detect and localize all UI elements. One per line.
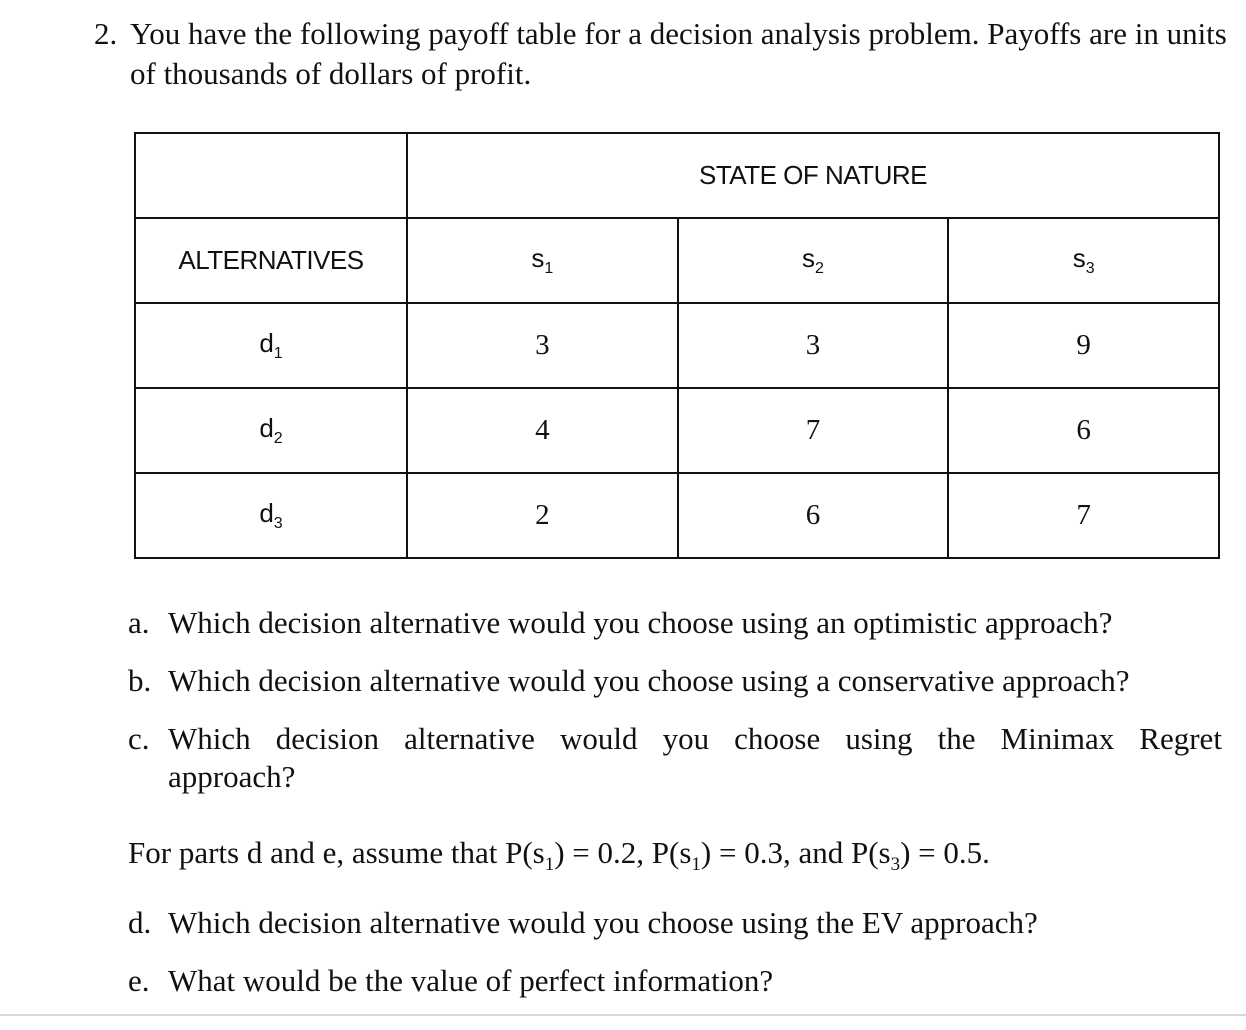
part-c-word: Regret xyxy=(1139,721,1222,756)
part-c-word: would xyxy=(560,721,638,756)
part-c-word: using xyxy=(845,721,913,756)
part-e-letter: e. xyxy=(128,963,150,999)
part-b-text: Which decision alternative would you choose using a conservative approach? xyxy=(168,663,1130,698)
part-b xyxy=(128,662,1222,700)
payoff-table xyxy=(134,132,1220,559)
question-heading xyxy=(94,14,1229,94)
payoff-cell: 7 xyxy=(678,388,949,473)
part-a xyxy=(128,604,1222,642)
part-d xyxy=(128,904,1222,942)
part-c-word: the xyxy=(937,721,976,756)
part-d-text: Which decision alternative would you choose using the EV approach? xyxy=(168,905,1038,941)
part-e-text: What would be the value of perfect information? xyxy=(168,963,774,999)
part-c-line2: approach? xyxy=(168,759,296,794)
payoff-cell: 9 xyxy=(948,303,1219,388)
payoff-cell: 2 xyxy=(407,473,678,558)
part-c-letter: c. xyxy=(128,721,150,756)
table-header-row xyxy=(135,133,1219,218)
state-s3-header: $s_3$ xyxy=(948,218,1219,303)
part-a-letter: a. xyxy=(128,605,150,640)
part-c xyxy=(128,720,1222,796)
empty-corner-cell xyxy=(135,133,407,218)
part-e xyxy=(128,962,1222,1000)
state-s2-header: $s_2$ xyxy=(678,218,949,303)
alternative-d3: $d_3$ xyxy=(135,473,407,558)
payoff-cell: 4 xyxy=(407,388,678,473)
part-c-word: Minimax xyxy=(1000,721,1115,756)
part-d-letter: d. xyxy=(128,905,152,941)
payoff-cell: 3 xyxy=(407,303,678,388)
table-row xyxy=(135,303,1219,388)
part-c-word: alternative xyxy=(404,721,535,756)
bottom-divider xyxy=(0,1014,1246,1016)
part-a-text: Which decision alternative would you choose using an optimistic approach? xyxy=(168,605,1113,640)
table-states-row xyxy=(135,218,1219,303)
payoff-cell: 6 xyxy=(948,388,1219,473)
alternative-d1: $d_1$ xyxy=(135,303,407,388)
alternatives-header: ALTERNATIVES xyxy=(135,218,407,303)
state-of-nature-header: STATE OF NATURE xyxy=(407,133,1219,218)
part-c-word: you xyxy=(662,721,710,756)
question-parts xyxy=(128,604,1222,1020)
question-number: 2. xyxy=(94,16,118,51)
part-c-line1 xyxy=(168,720,1222,758)
table-row xyxy=(135,473,1219,558)
state-s1-header: $s_1$ xyxy=(407,218,678,303)
part-c-word: choose xyxy=(734,721,821,756)
question-text: You have the following payoff table for a decision analysis problem. Payoffs are in units of thousands of dollars of profit. xyxy=(130,16,1227,91)
part-b-letter: b. xyxy=(128,663,152,698)
table-row xyxy=(135,388,1219,473)
probability-assumption: For parts d and e, assume that $P(s_1) = 0.2$, $P(s_1) = 0.3$, and $P(s_3) = 0.5$. xyxy=(128,835,990,876)
payoff-cell: 7 xyxy=(948,473,1219,558)
part-c-word: decision xyxy=(275,721,380,756)
payoff-cell: 3 xyxy=(678,303,949,388)
alternative-d2: $d_2$ xyxy=(135,388,407,473)
payoff-cell: 6 xyxy=(678,473,949,558)
part-c-word: Which xyxy=(168,721,251,756)
